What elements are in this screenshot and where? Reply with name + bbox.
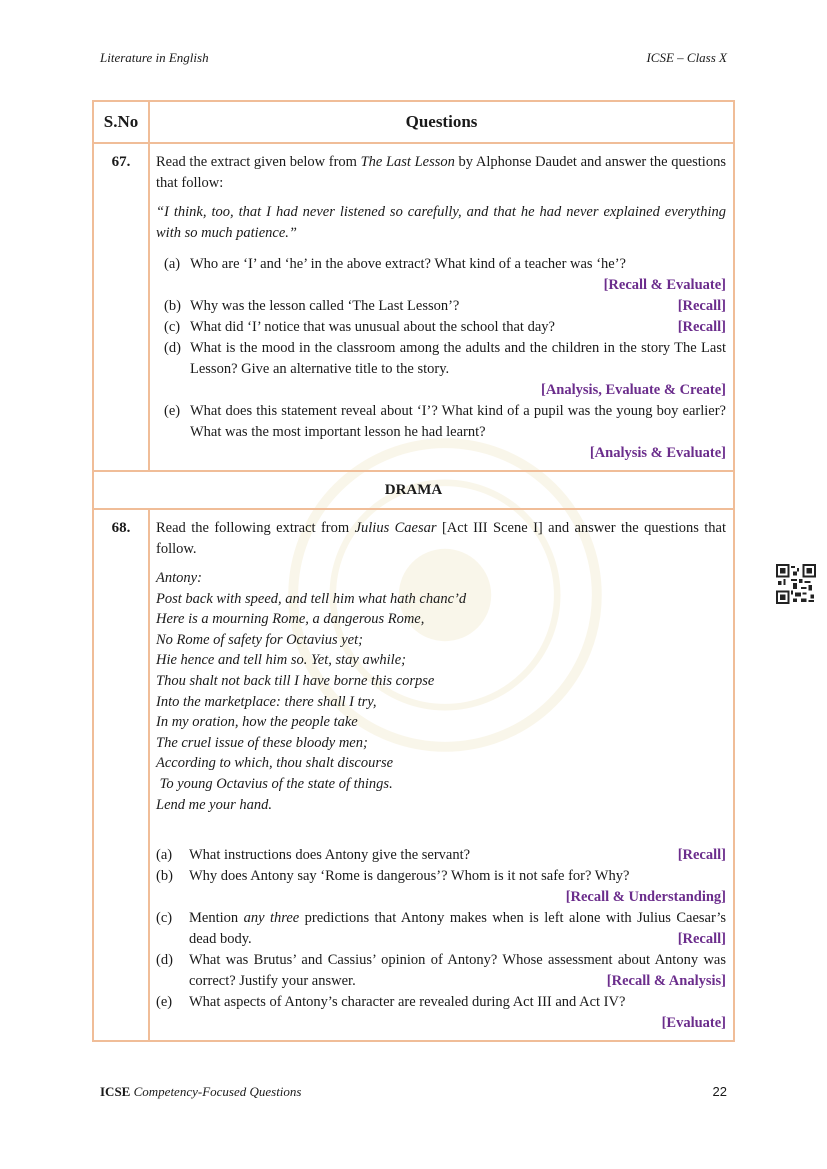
skill-tag: [Evaluate]	[661, 1015, 726, 1032]
sub-question-label: (c)	[156, 910, 173, 927]
skill-tag: [Recall]	[677, 931, 726, 948]
verse-line: The cruel issue of these bloody men;	[156, 734, 368, 751]
intro-text: Read the following extract from	[156, 520, 355, 536]
sub-question-d	[156, 338, 726, 401]
sub-question-label: (b)	[156, 868, 173, 885]
footer-title	[100, 1084, 301, 1100]
sub-question-label: (d)	[164, 340, 181, 356]
sub-question-d	[156, 950, 726, 992]
question-number: 68.	[93, 509, 149, 1041]
qr-code[interactable]	[776, 564, 816, 604]
sub-question-label: (a)	[164, 256, 181, 272]
verse-extract	[156, 568, 726, 815]
sub-question-b	[156, 866, 726, 908]
question-row-68	[93, 509, 734, 1041]
verse-line: Into the marketplace: there shall I try,	[156, 693, 377, 710]
verse-line: Post back with speed, and tell him what hath chanc’d	[156, 590, 467, 607]
verse-line: Thou shalt not back till I have borne this corpse	[156, 672, 435, 689]
question-number: 67.	[93, 143, 149, 471]
verse-line: Hie hence and tell him so. Yet, stay awhile;	[156, 652, 406, 669]
verse-line: According to which, thou shalt discourse	[156, 755, 394, 772]
skill-tag: [Recall]	[677, 298, 726, 314]
column-header-sno: S.No	[93, 101, 149, 143]
sub-question-text: What was Brutus’ and Cassius’ opinion of Antony? Whose assessment about Antony was correct? Justify your answer.	[189, 952, 726, 990]
skill-tag: [Recall & Evaluate]	[603, 277, 726, 293]
skill-tag: [Recall & Analysis]	[606, 973, 726, 990]
sub-question-text: Mention	[189, 910, 244, 927]
column-header-questions: Questions	[149, 101, 734, 143]
work-title: The Last Lesson	[360, 154, 455, 170]
sub-question-label: (b)	[164, 298, 181, 314]
sub-question-a	[156, 845, 726, 866]
verse-line: Here is a mourning Rome, a dangerous Rome,	[156, 611, 425, 628]
question-intro	[156, 518, 726, 560]
section-heading-drama: DRAMA	[93, 471, 734, 509]
sub-question-c	[156, 317, 726, 338]
question-content	[149, 143, 734, 471]
sub-question-c	[156, 908, 726, 950]
emphasis-text: any three	[243, 910, 300, 927]
sub-question-label: (a)	[156, 847, 173, 864]
sub-question-label: (c)	[164, 319, 181, 335]
verse-line: In my oration, how the people take	[156, 714, 358, 731]
sub-question-label: (e)	[164, 403, 181, 419]
sub-question-b	[156, 296, 726, 317]
question-row-67	[93, 143, 734, 471]
running-header-left: Literature in English	[100, 50, 209, 65]
sub-question-label: (e)	[156, 994, 173, 1011]
questions-table	[92, 100, 735, 1042]
sub-question-text: predictions that Antony makes when is left alone with Julius Caesar’s dead body.	[189, 910, 727, 948]
sub-question-text: Why does Antony say ‘Rome is dangerous’? Whom is it not safe for? Why?	[189, 868, 630, 885]
skill-tag: [Recall]	[677, 319, 726, 335]
verse-line: Lend me your hand.	[156, 796, 272, 813]
sub-question-text: What is the mood in the classroom among the adults and the children in the story The Last Lesson? Give an alternative title to the story.	[190, 340, 726, 377]
skill-tag: [Recall & Understanding]	[565, 889, 726, 906]
verse-line: Antony:	[156, 570, 202, 586]
running-header-right: ICSE – Class X	[646, 50, 727, 65]
sub-question-text: Why was the lesson called ‘The Last Lesson’?	[190, 298, 460, 314]
skill-tag: [Recall]	[677, 847, 726, 864]
skill-tag: [Analysis & Evaluate]	[589, 445, 726, 461]
sub-question-text: What aspects of Antony’s character are revealed during Act III and Act IV?	[189, 994, 626, 1011]
intro-text: [Act III Scene I] and answer the questions that follow.	[156, 520, 727, 557]
verse-line: No Rome of safety for Octavius yet;	[156, 631, 363, 648]
verse-line: To young Octavius of the state of things.	[156, 775, 393, 792]
work-title: Julius Caesar	[354, 520, 437, 536]
question-intro	[156, 152, 726, 194]
sub-question-label: (d)	[156, 952, 173, 969]
sub-question-text: What does this statement reveal about ‘I’? What kind of a pupil was the young boy earlier? What was the most important lesson he had learnt?	[190, 403, 726, 440]
sub-question-text: Who are ‘I’ and ‘he’ in the above extract? What kind of a teacher was ‘he’?	[190, 256, 626, 272]
sub-question-text: What did ‘I’ notice that was unusual about the school that day?	[190, 319, 555, 335]
sub-question-e	[156, 401, 726, 464]
footer-title-bold: ICSE	[100, 1084, 131, 1099]
sub-question-text: What instructions does Antony give the servant?	[189, 847, 471, 864]
page-number: 22	[712, 1084, 727, 1099]
sub-questions	[156, 845, 726, 1034]
intro-text: Read the extract given below from	[156, 154, 361, 170]
skill-tag: [Analysis, Evaluate & Create]	[541, 382, 726, 398]
extract-quote: “I think, too, that I had never listened so carefully, and that he had never explained everything with so much patience.”	[156, 204, 726, 241]
question-content	[149, 509, 734, 1041]
intro-text: by Alphonse Daudet and answer the questions that follow:	[156, 154, 726, 191]
sub-question-a	[156, 254, 726, 296]
sub-questions	[156, 254, 726, 464]
footer-title-italic: Competency-Focused Questions	[130, 1084, 302, 1099]
sub-question-e	[156, 992, 726, 1034]
